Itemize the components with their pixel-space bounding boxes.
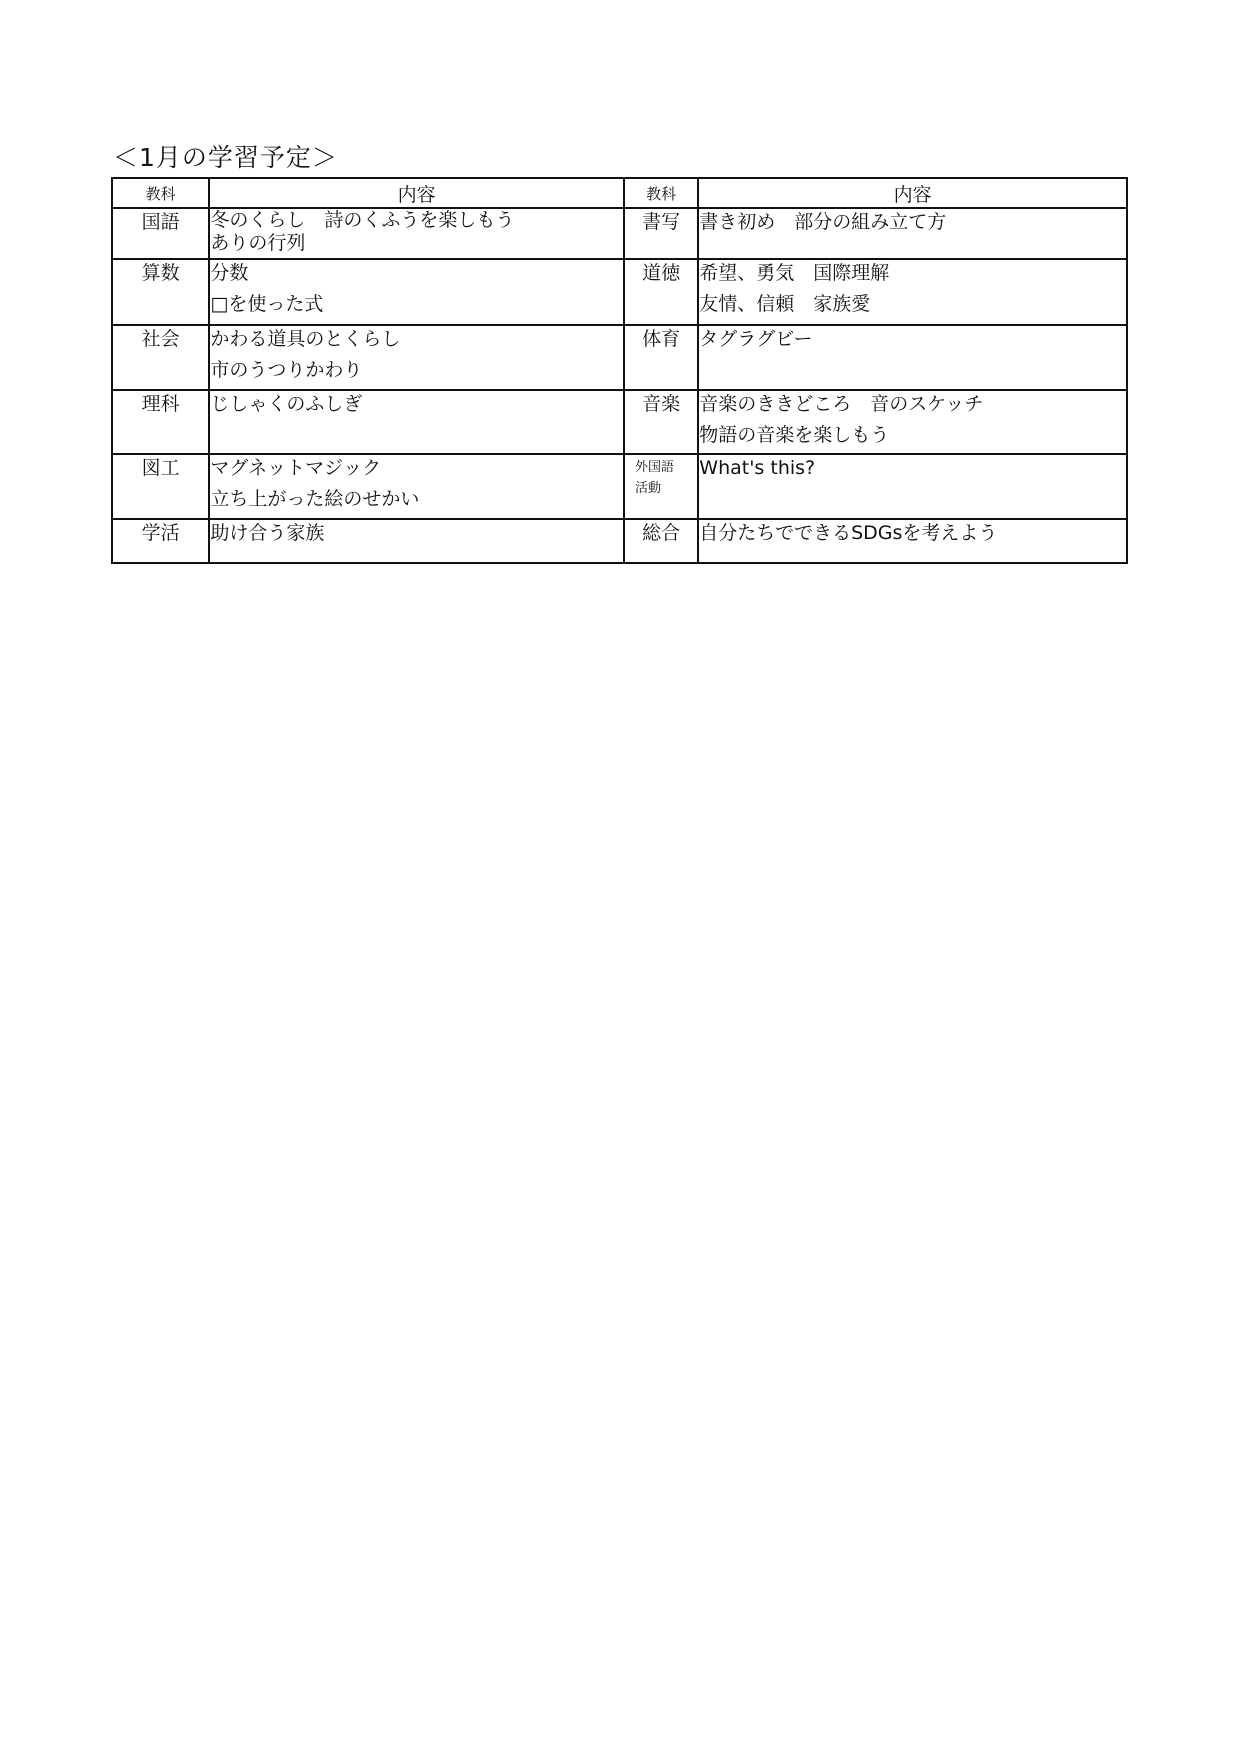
subject-cell: 算数 [112,259,209,325]
content-line: 立ち上がった絵のせかい [210,488,420,510]
subject-cell: 道徳 [624,259,698,325]
content-line: □を使った式 [210,293,324,315]
content-line: 市のうつりかわり [210,359,363,381]
content-line: マグネットマジック [210,457,382,479]
subject-cell [624,454,698,519]
content-line: 自分たちでできるSDGsを考えよう [699,522,998,544]
content-line: 希望、勇気 国際理解 [699,262,890,284]
table-row [112,454,1127,519]
content-cell [698,325,1127,390]
content-line: 友情、信頼 家族愛 [699,293,871,315]
content-line: かわる道具のとくらし [210,328,401,350]
content-cell [209,259,624,325]
content-line: 物語の音楽を楽しもう [699,424,890,446]
header-subject-left: 教科 [112,178,209,208]
content-line: 音楽のききどころ 音のスケッチ [699,393,984,415]
content-cell [698,519,1127,563]
content-line: タグラグビー [699,328,813,350]
subject-cell: 書写 [624,208,698,259]
subject-cell: 社会 [112,325,209,390]
content-line: ありの行列 [210,232,306,254]
content-cell [209,325,624,390]
content-line: 分数 [210,262,249,284]
subject-cell: 国語 [112,208,209,259]
table-row [112,519,1127,563]
content-line: 助け合う家族 [210,522,325,544]
subject-cell: 総合 [624,519,698,563]
header-content-right: 内容 [698,178,1127,208]
content-cell [698,208,1127,259]
subject-cell: 音楽 [624,390,698,454]
schedule-table [111,177,1128,564]
table-row [112,208,1127,259]
content-cell [209,454,624,519]
content-line: 書き初め 部分の組み立て方 [699,211,947,233]
content-cell [698,454,1127,519]
subject-cell: 理科 [112,390,209,454]
content-line: 冬のくらし 詩のくふうを楽しもう [210,209,515,231]
page-title: ＜1月の学習予定＞ [113,143,338,172]
subject-line: 外国語 [635,460,675,475]
header-content-left: 内容 [209,178,624,208]
subject-cell: 学活 [112,519,209,563]
table-row [112,390,1127,454]
content-line: じしゃくのふしぎ [210,393,363,415]
table-row [112,259,1127,325]
content-line: What's this? [699,457,816,479]
content-cell [209,390,624,454]
content-cell [698,259,1127,325]
content-cell [698,390,1127,454]
table-row [112,325,1127,390]
subject-cell: 体育 [624,325,698,390]
subject-line: 活動 [635,481,662,496]
header-subject-right: 教科 [624,178,698,208]
subject-cell: 図工 [112,454,209,519]
table-header-row [112,178,1127,208]
content-cell [209,208,624,259]
content-cell [209,519,624,563]
